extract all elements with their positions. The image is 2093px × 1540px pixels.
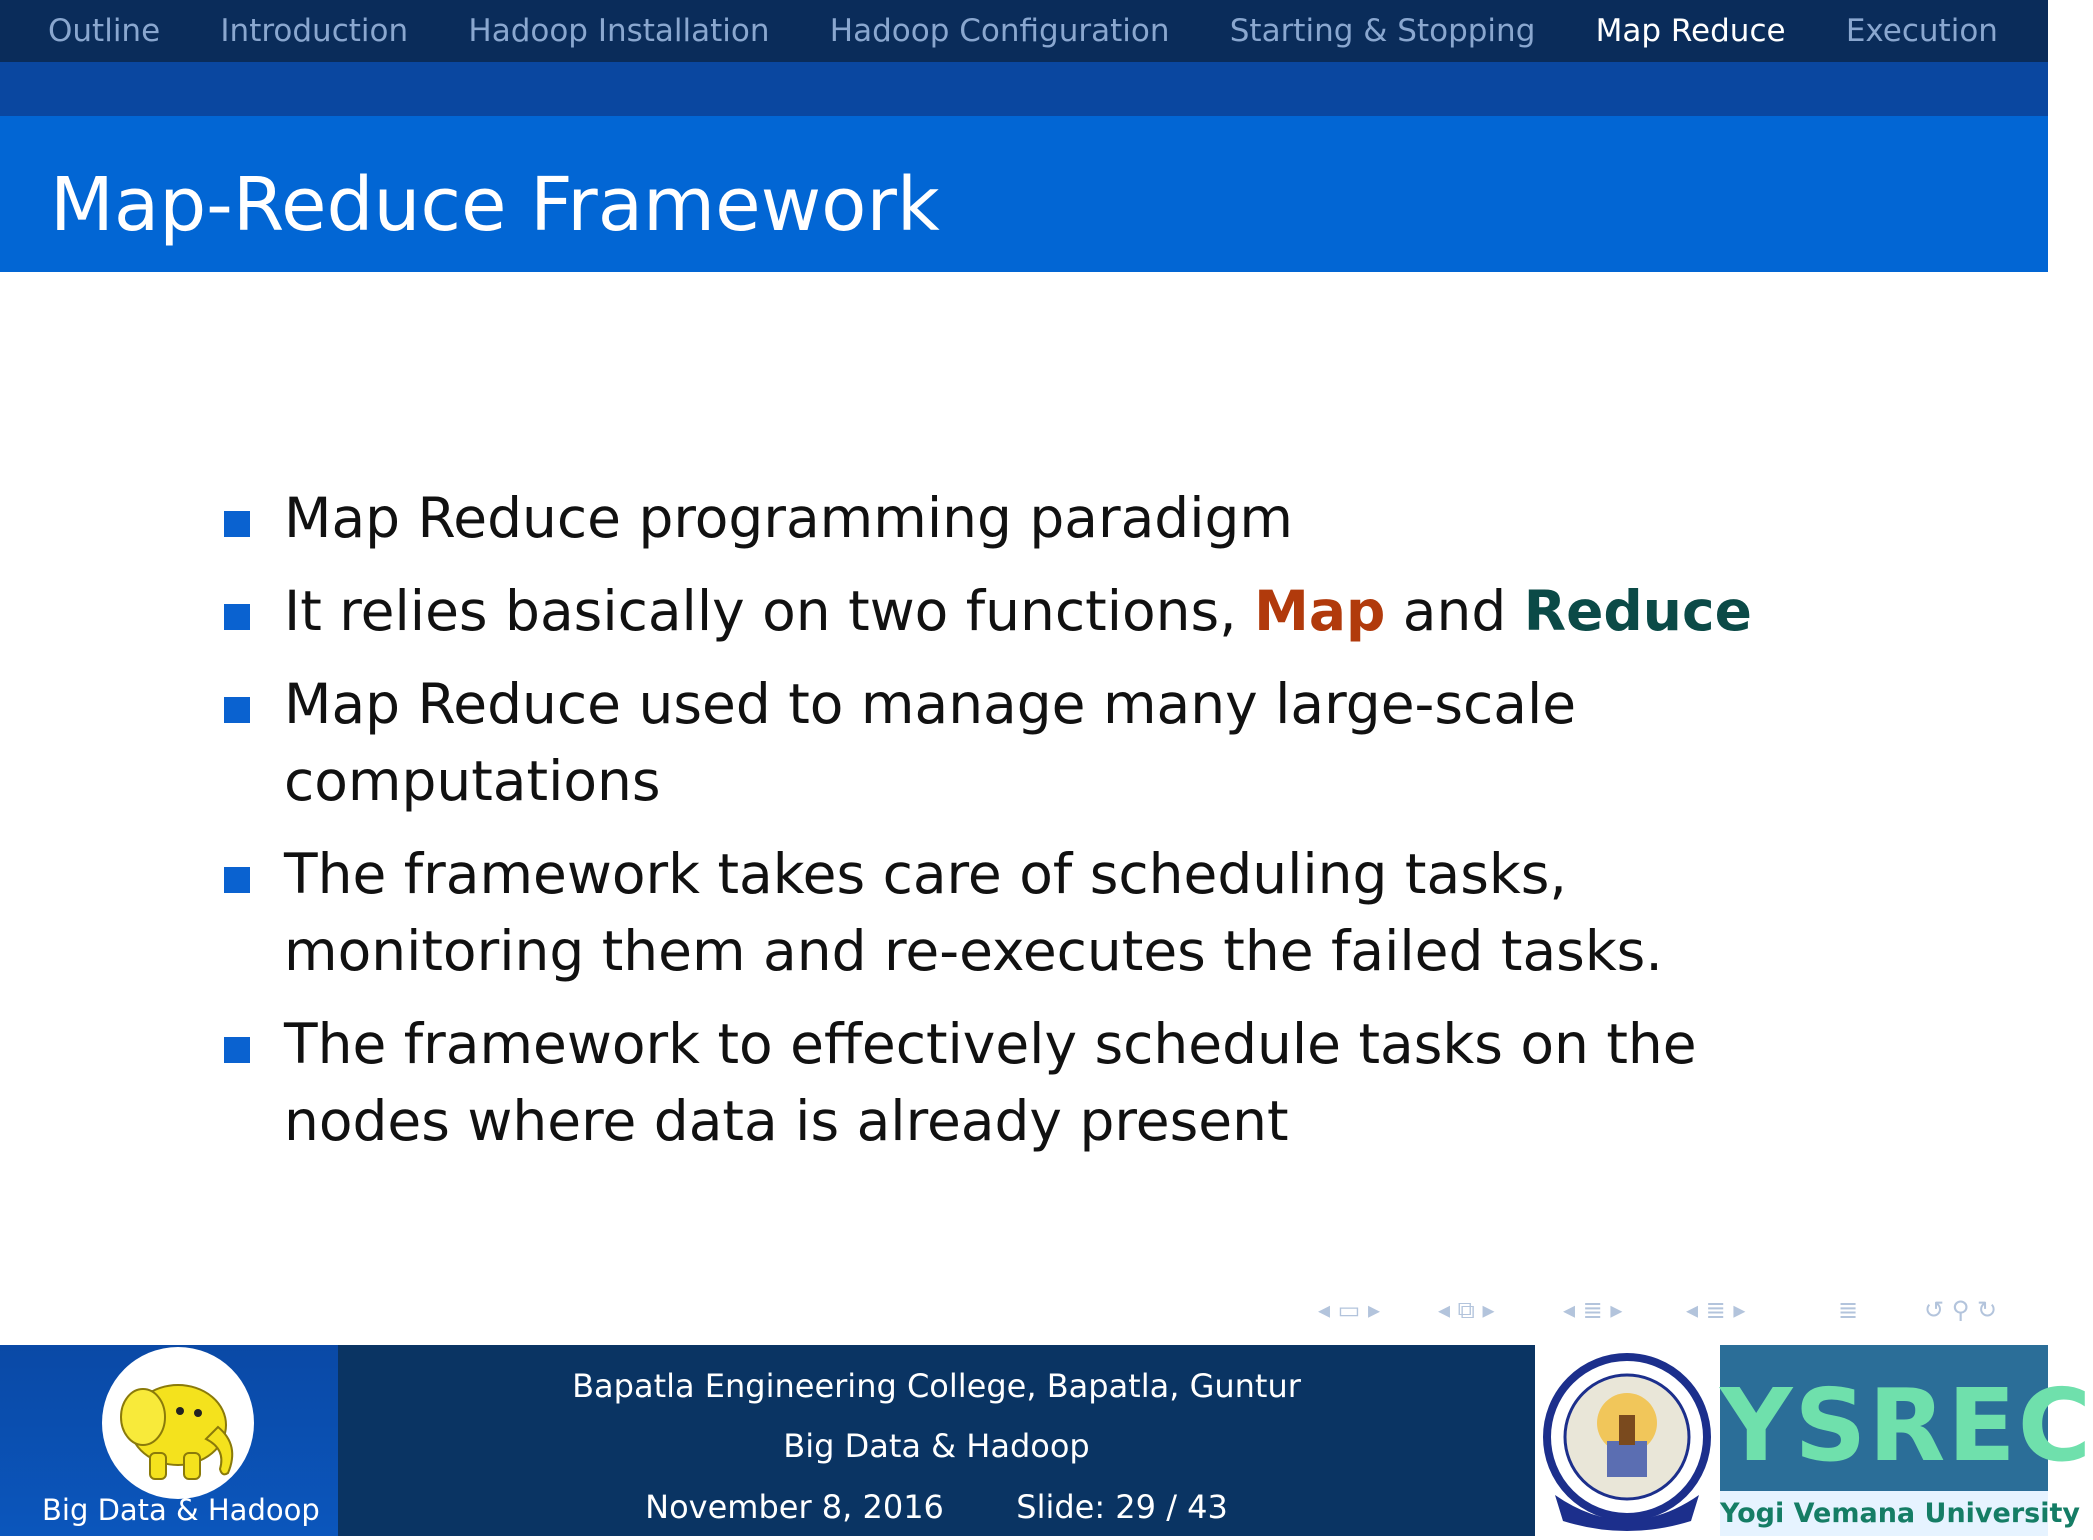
hadoop-logo-panel (0, 1345, 338, 1536)
square-bullet-icon (224, 697, 250, 723)
navigation-symbols (1318, 1296, 2034, 1332)
frame-nav-icon[interactable]: ◂ ▭ ▸ (1318, 1296, 1381, 1324)
university-seal-logo (1535, 1345, 1720, 1536)
footer-institution: Bapatla Engineering College, Bapatla, Guntur (572, 1367, 1301, 1405)
map-highlight: Map (1254, 579, 1386, 643)
section-navigation-bar (0, 0, 2048, 62)
nav-section-hadoop-installation[interactable]: Hadoop Installation (468, 13, 770, 49)
bullet-item (224, 1006, 1864, 1160)
section-nav-icon[interactable]: ◂ ≣ ▸ (1563, 1296, 1623, 1324)
nav-section-hadoop-configuration[interactable]: Hadoop Configuration (829, 13, 1170, 49)
nav-section-execution[interactable]: Execution (1845, 13, 1998, 49)
nav-section-starting-stopping[interactable]: Starting & Stopping (1229, 13, 1536, 49)
university-seal-panel (1535, 1345, 1720, 1536)
bullet-item (224, 480, 1864, 557)
footer-logo-label: Big Data & Hadoop (42, 1493, 320, 1527)
title-bar (0, 116, 2048, 272)
bullet-text: The framework to effectively schedule tasks on the nodes where data is already present (284, 1012, 1697, 1153)
bullet-list (224, 480, 1864, 1176)
slide-label: Slide: (1016, 1488, 1106, 1526)
bullet-item (224, 666, 1864, 820)
slide-total: 43 (1187, 1488, 1228, 1526)
ysrec-brand: YSREC (1720, 1367, 2093, 1484)
reduce-highlight: Reduce (1523, 579, 1752, 643)
footer-date-slide (338, 1488, 1535, 1526)
bullet-text: The framework takes care of scheduling tasks, monitoring them and re-executes the failed tasks. (284, 842, 1663, 983)
ysrec-logo-panel (1720, 1345, 2093, 1536)
nav-section-outline[interactable]: Outline (48, 13, 161, 49)
bullet-text: Map Reduce used to manage many large-scale computations (284, 672, 1577, 813)
nav-section-map-reduce[interactable]: Map Reduce (1595, 13, 1786, 49)
subsection-nav-icon[interactable]: ◂ ⧉ ▸ (1438, 1296, 1495, 1324)
subsection-bar (0, 62, 2048, 116)
footer-info (338, 1345, 1535, 1536)
slide-current: 29 (1115, 1488, 1157, 1526)
bullet-text: Map Reduce programming paradigm (284, 486, 1293, 550)
bullet-item (224, 573, 1864, 650)
slide-title: Map-Reduce Framework (50, 162, 940, 248)
bullet-text-connector: and (1385, 579, 1524, 643)
bullet-text: It relies basically on two functions, (284, 579, 1255, 643)
university-name: Yogi Vemana University (1720, 1491, 2048, 1536)
bullet-item (224, 836, 1864, 990)
presentation-nav-icon[interactable]: ◂ ≣ ▸ (1686, 1296, 1746, 1324)
square-bullet-icon (224, 1037, 250, 1063)
footer-date: November 8, 2016 (645, 1488, 944, 1526)
square-bullet-icon (224, 511, 250, 537)
appendix-nav-icon[interactable]: ≣ (1838, 1296, 1859, 1324)
square-bullet-icon (224, 867, 250, 893)
footer-course: Big Data & Hadoop (783, 1427, 1090, 1465)
nav-section-introduction[interactable]: Introduction (220, 13, 409, 49)
back-forward-search-icon[interactable]: ↺ ⚲ ↻ (1924, 1296, 1998, 1324)
footer (0, 1345, 2093, 1536)
square-bullet-icon (224, 604, 250, 630)
slide-separator: / (1166, 1488, 1177, 1526)
